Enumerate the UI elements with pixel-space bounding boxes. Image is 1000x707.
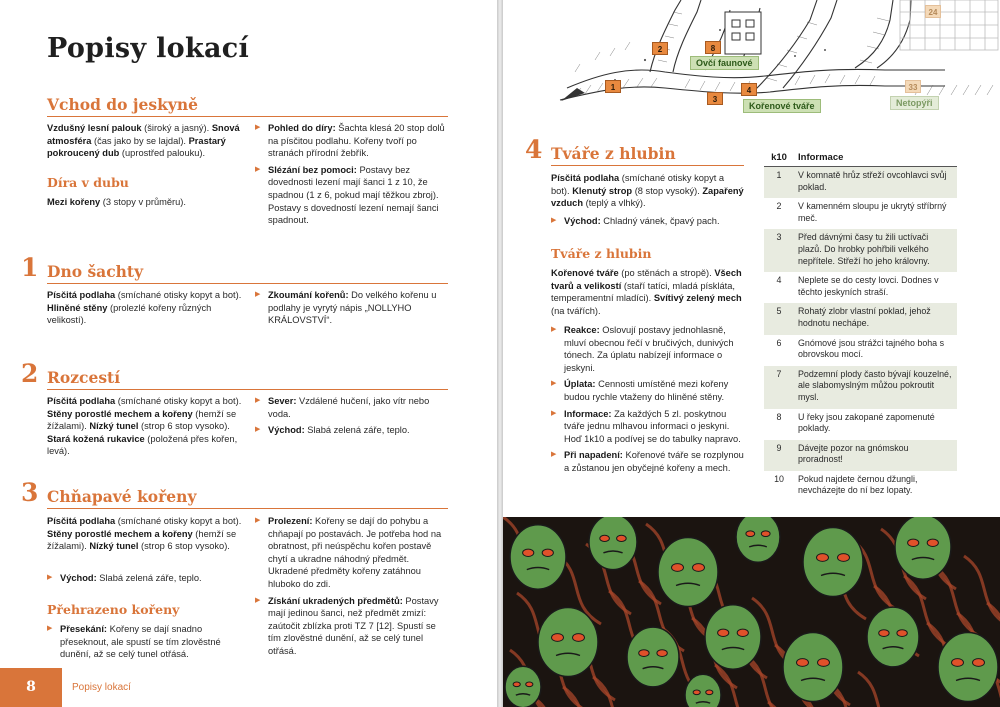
table-cell-info: V kamenném sloupu je ukrytý stříbrný meč. [798, 201, 947, 223]
face-eye [552, 634, 564, 642]
section-title: Rozcestí [47, 368, 121, 387]
list-item [47, 623, 243, 661]
entrance-intro [47, 122, 243, 160]
face-eye [573, 634, 585, 642]
face [938, 633, 998, 702]
face-eye [600, 535, 610, 541]
face-eye [797, 659, 809, 667]
table-cell-roll: 3 [764, 229, 794, 272]
bold-term: Stěny porostlé mechem a kořeny [47, 408, 193, 419]
bold-term: Nízký tunel [89, 421, 139, 432]
bold-term: Stěny porostlé mechem a kořeny [47, 528, 193, 539]
text-run: Kořenové tváře se rozplynou a zůstanou jen obyčejné kořeny a mech. [564, 450, 744, 473]
info-table [764, 150, 957, 502]
bold-term: Mezi kořeny [47, 197, 101, 207]
text-run: (teplý a vlhký). [583, 198, 646, 209]
s2-bullets [255, 395, 448, 441]
table-cell-roll: 2 [776, 201, 782, 212]
bold-term: Písčitá podlaha [47, 516, 116, 526]
bold-term: Východ: [60, 573, 97, 583]
text-run: (smíchané otisky kopyt a bot). [115, 290, 242, 300]
face [589, 517, 637, 570]
text-run: (čas jako by se lajdal). [91, 135, 189, 146]
section-heading-4 [525, 135, 744, 166]
bold-term: Východ: [564, 216, 601, 226]
map-number-24: 24 [925, 5, 941, 18]
section-heading-1 [21, 253, 448, 284]
face [705, 605, 761, 669]
list-item [47, 572, 243, 585]
s2-intro [47, 395, 243, 458]
text-run: (smíchané otisky kopyt a bot). [115, 396, 242, 406]
map-number-2: 2 [652, 42, 668, 55]
table-cell-roll: 8 [776, 411, 782, 422]
map-number-8: 8 [705, 41, 721, 54]
table-cell-info: V komnatě hrůz střeží ovcohlavci svůj poklad. [794, 167, 957, 199]
left-page [0, 0, 497, 707]
bold-term: Zapařený vzduch [551, 185, 744, 209]
list-item [255, 164, 448, 227]
face-eye [761, 531, 770, 537]
table-cell-info: Pokud najdete černou džungli, nevcházejte do ní bez lopaty. [798, 473, 918, 496]
text-run: Do velkého kořenu u podlahy je vyrytý nápis „NOLLYHO KRÁLOVSTVÍ“. [268, 290, 437, 326]
text-run: (po stěnách a stropě). [618, 268, 715, 278]
face-eye [706, 690, 713, 695]
root-strand [715, 665, 760, 707]
column-header-k10: k10 [764, 150, 794, 167]
face [505, 666, 541, 707]
root-strand [858, 672, 903, 707]
text-run: Slabá zelená záře, teplo. [96, 573, 202, 583]
face [736, 517, 780, 562]
bold-term: Informace: [564, 408, 612, 419]
page-title: Popisy lokací [47, 33, 250, 64]
bold-term: Všech tvarů a velikostí [551, 268, 742, 291]
text-run: (8 stop vysoký). [632, 185, 703, 196]
s3-bullets-left [47, 572, 243, 589]
text-run: (smíchané otisky kopyt a bot). [115, 516, 242, 526]
cave-map [555, 0, 1000, 112]
section-number: 3 [21, 478, 39, 507]
bold-term: Při napadení: [564, 450, 623, 461]
map-number-1: 1 [605, 80, 621, 93]
table-cell-roll: 9 [764, 440, 794, 471]
face-eye [817, 554, 829, 562]
table-cell-info: Před dávnými časy tu žili uctívači plazů. Do hrobky pohřbili velkého nepřítele. Střeží ho jeho královny. [794, 229, 957, 272]
bold-term: Hliněné stěny [47, 302, 108, 313]
s1-bullets [255, 289, 448, 331]
text-run: Kořeny se dají do pohybu a chňapají po postavách. Je potřeba hod na obratnost, při neúspěchu kořen postavě chytí a ukradne náhodný předmět. Ukradené předměty kořeny zatáhnou hluboko do zdi. [268, 516, 442, 589]
section-title: Dno šachty [47, 262, 144, 281]
text-run: (strop 6 stop vysoko). [138, 421, 230, 432]
face-eye [818, 659, 830, 667]
face [510, 525, 566, 589]
face-eye [523, 549, 534, 556]
text-run: (hemží se žížalami). [47, 408, 237, 432]
table-cell-roll: 6 [776, 337, 782, 348]
face-eye [718, 629, 729, 636]
bold-term: Úplata: [564, 379, 596, 390]
table-row [764, 335, 957, 366]
table-cell-info: Gnómové jsou strážci tajného boha s obrovskou mocí. [798, 337, 945, 360]
bold-term: Stará kožená rukavice [47, 433, 145, 444]
text-run: (strop 6 stop vysoko). [138, 541, 230, 552]
face [867, 607, 919, 667]
section-heading-entrance [47, 95, 448, 117]
root-faces-drawing [503, 517, 1000, 707]
right-page [503, 0, 1000, 707]
table-header-row [764, 150, 957, 167]
text-run: (na tvářích). [551, 305, 601, 316]
face-eye [542, 549, 553, 556]
table-row [764, 471, 957, 502]
section-number: 2 [21, 359, 39, 388]
list-item [551, 215, 745, 228]
face-eye [693, 564, 705, 572]
text-run: Slabá zelená záře, teplo. [304, 425, 410, 436]
s4-sub-intro [551, 267, 745, 317]
bold-term: Pohled do díry: [268, 123, 336, 133]
subheading-hole: Díra v dubu [47, 175, 129, 190]
table-row [764, 229, 957, 272]
table-cell-info: U řeky jsou zakopané zapomenuté poklady. [798, 411, 935, 434]
face-eye [897, 630, 907, 637]
root-strand [964, 556, 1000, 626]
s1-intro [47, 289, 243, 327]
face-eye [908, 539, 919, 546]
bold-term: Zkoumání kořenů: [268, 290, 349, 300]
list-item [551, 324, 745, 374]
map-number-4: 4 [741, 83, 757, 96]
face-eye [746, 531, 755, 537]
text-run: Oslovují postavy jednohlasně, mluví obecnou řečí v bručivých, dunivých tónech. Za úplatu nabízejí informace o jeskyni. [564, 325, 734, 373]
subheading-blocked: Přehrazeno kořeny [47, 602, 180, 617]
face-eye [952, 659, 964, 667]
table-row [764, 167, 957, 199]
list-item [255, 515, 448, 591]
bold-term: Kořenové tváře [551, 268, 619, 278]
face-eye [973, 659, 985, 667]
face-eye [526, 682, 533, 687]
page-number: 8 [0, 668, 62, 707]
entrance-bullets [255, 122, 448, 231]
bold-term: Získání ukradených předmětů: [268, 595, 403, 606]
text-run: (široký a jasný). [141, 123, 212, 133]
text-run: (3 stopy v průměru). [100, 197, 186, 207]
text-run: Postavy bez dovednosti lezení mají šanci 1 z 10, že spadnou (1 z 6, pokud mají těžkou zbroj). Postavy s dovedností lezení nemají šanci spadnout. [268, 164, 439, 226]
bold-term: Snová atmosféra [47, 123, 240, 146]
s3-sub-bullets [47, 623, 243, 665]
text-run: Vzdálené hučení, jako vítr nebo voda. [268, 396, 430, 419]
table-cell-info: Rohatý zlobr vlastní poklad, jehož hodnotu nechápe. [794, 303, 957, 334]
text-run: Postavy mají jedinou šanci, než předmět zmizí: zaútočit zblízka proti TZ 7 [12]. Spustí se tím zlověstné dunění, až se celý tunel otřásá. [268, 595, 439, 656]
list-item [551, 408, 745, 446]
face-eye [693, 690, 700, 695]
column-header-info: Informace [794, 150, 957, 167]
bold-term: Sever: [268, 396, 297, 406]
bold-term: Písčitá podlaha [551, 173, 620, 183]
face [658, 538, 718, 607]
text-run: (uprostřed palouku). [119, 148, 206, 159]
section-number: 1 [21, 253, 39, 282]
face-eye [513, 682, 520, 687]
list-item [255, 595, 448, 658]
root-faces-illustration [503, 517, 1000, 707]
list-item [551, 378, 745, 403]
bold-term: Prolezení: [268, 516, 313, 526]
bold-term: Reakce: [564, 325, 600, 335]
face-eye [737, 629, 748, 636]
table-cell-info: Dávejte pozor na gnómskou proradnost! [794, 440, 957, 471]
bold-term: Přesekání: [60, 624, 108, 634]
map-number-3: 3 [707, 92, 723, 105]
bold-term: Nízký tunel [89, 541, 139, 552]
face-eye [639, 650, 649, 657]
table-row [764, 366, 957, 409]
table-row [764, 198, 957, 229]
face-eye [617, 535, 627, 541]
text-run: (smíchané otisky kopyt a bot). [551, 173, 725, 196]
hole-text [47, 196, 243, 209]
text-run: Kořeny se dají snadno přeseknout, ale spustí se tím zlověstné dunění, až se celý tunel otřásá. [60, 624, 221, 660]
list-item [255, 122, 448, 160]
root-strand [593, 677, 638, 707]
list-item [551, 449, 745, 474]
section-title: Chňapavé kořeny [47, 487, 197, 506]
text-run: (prolezlé kořeny různých velikostí). [47, 302, 212, 326]
table-cell-info: Neplete se do cesty lovci. Dodnes v těchto jeskyních straší. [798, 275, 939, 297]
map-label-bats: Netopýři [890, 96, 939, 110]
map-label-sheep-fauns: Ovčí faunové [690, 56, 759, 70]
table-cell-roll: 5 [764, 303, 794, 334]
face-eye [879, 630, 889, 637]
face [538, 608, 598, 677]
face [895, 517, 951, 579]
section-number: 4 [525, 135, 543, 164]
text-run: Chladný vánek, čpavý pach. [600, 216, 720, 226]
table-cell-roll: 4 [776, 275, 782, 286]
face [803, 528, 863, 597]
list-item [255, 424, 448, 437]
s3-bullets-right [255, 515, 448, 662]
s4-sub-bullets [551, 324, 745, 479]
table-cell-roll: 7 [764, 366, 794, 409]
table-cell-roll: 1 [764, 167, 794, 199]
face-eye [657, 650, 667, 657]
text-run: (hemží se žížalami). [47, 528, 237, 552]
list-item [255, 289, 448, 327]
text-run: Šachta klesá 20 stop dolů na písčitou podlahu. Kořeny tvoří po stranách přírodní žebřík. [268, 123, 445, 159]
bold-term: Východ: [268, 425, 305, 436]
face [627, 627, 679, 687]
section-title: Tváře z hlubin [551, 144, 676, 163]
map-label-root-faces: Kořenové tváře [743, 99, 821, 113]
table-row [764, 303, 957, 334]
bold-term: Svítivý zelený mech [653, 293, 742, 304]
text-run: (položená přes kořen, levá). [47, 433, 238, 457]
s4-bullets [551, 215, 745, 232]
section-heading-3 [21, 478, 448, 509]
text-run: (staří tatíci, mladá pískláta, temperamentní mladíci). [551, 280, 735, 304]
bold-term: Prastarý pokroucený dub [47, 135, 226, 159]
text-run: Cennosti umístěné mezi kořeny budou rychle vtaženy do hliněné stěny. [564, 379, 729, 402]
table-row [764, 440, 957, 471]
bold-term: Vzdušný lesní palouk [47, 123, 142, 133]
table-body [764, 167, 957, 503]
map-number-33: 33 [905, 80, 921, 93]
list-item [255, 395, 448, 420]
face-eye [838, 554, 850, 562]
bold-term: Klenutý strop [572, 185, 633, 196]
table-cell-info: Podzemní plody často bývají kouzelné, ale slabomyslným můžou pokroutit mysl. [794, 366, 957, 409]
face-eye [927, 539, 938, 546]
subheading-faces: Tváře z hlubin [551, 246, 652, 261]
table-row [764, 272, 957, 303]
s4-intro [551, 172, 745, 210]
bold-term: Písčitá podlaha [47, 290, 116, 300]
section-title: Vchod do jeskyně [47, 95, 198, 114]
bold-term: Slézání bez pomoci: [268, 164, 357, 175]
text-run: Za každých 5 zl. poskytnou tváře jednu mlhavou informaci o jeskyni. Hoď 1k10 a podívej se do tabulky napravo. [564, 408, 741, 444]
section-heading-2 [21, 359, 448, 390]
face [783, 633, 843, 702]
table-cell-roll: 10 [774, 473, 784, 484]
table-row [764, 409, 957, 440]
bold-term: Písčitá podlaha [47, 396, 116, 406]
face-eye [672, 564, 684, 572]
running-footer: Popisy lokací [72, 682, 131, 693]
s3-intro [47, 515, 243, 553]
